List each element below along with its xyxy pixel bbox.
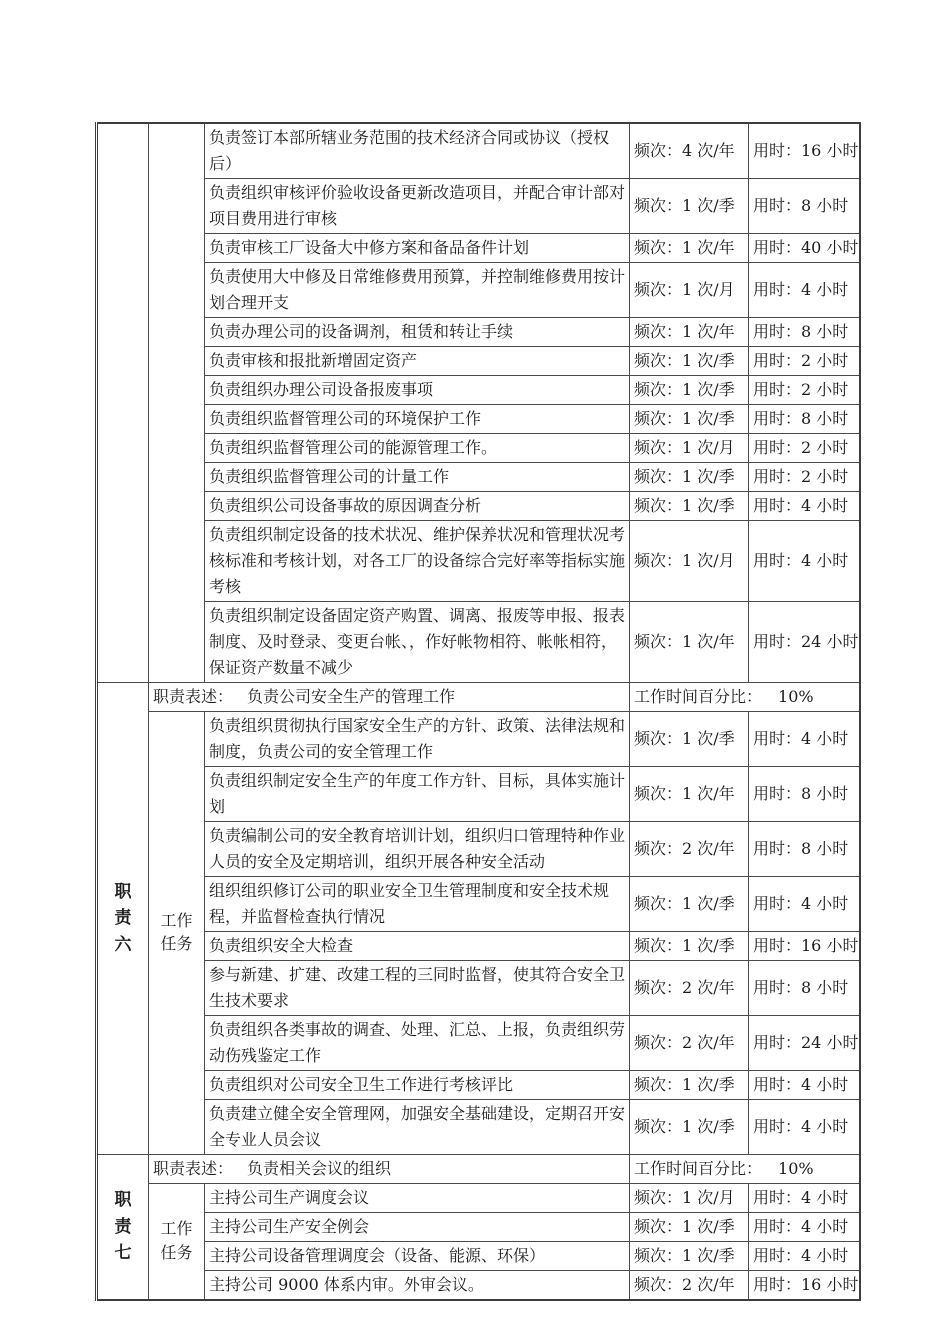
task-frequency-cell bbox=[630, 463, 749, 492]
task-frequency: 频次：1 次/季 bbox=[634, 1117, 735, 1136]
task-frequency: 频次：1 次/季 bbox=[634, 496, 735, 515]
task-row bbox=[97, 123, 860, 179]
task-row bbox=[97, 179, 860, 234]
task-desc: 负责组织制定设备的技术状况、维护保养状况和管理状况考核标准和考核计划，对各工厂的设备综合完好率等指标实施考核 bbox=[209, 525, 626, 596]
task-desc: 负责组织各类事故的调查、处理、汇总、上报，负责组织劳动伤残鉴定工作 bbox=[209, 1020, 626, 1065]
task-time-cell bbox=[749, 234, 860, 263]
task-desc: 负责组织审核评价验收设备更新改造项目，并配合审计部对项目费用进行审核 bbox=[209, 183, 626, 228]
task-time: 用时：4 小时 bbox=[753, 1246, 849, 1265]
task-row bbox=[97, 405, 860, 434]
task-frequency-cell bbox=[630, 263, 749, 318]
task-frequency: 频次：1 次/季 bbox=[634, 894, 735, 913]
task-frequency: 频次：1 次/年 bbox=[634, 238, 735, 257]
task-row bbox=[97, 822, 860, 877]
duty-label-cell bbox=[97, 1155, 149, 1301]
task-desc-cell bbox=[205, 179, 630, 234]
task-desc: 主持公司设备管理调度会（设备、能源、环保） bbox=[209, 1246, 546, 1265]
task-time-cell bbox=[749, 1100, 860, 1155]
task-time: 用时：2 小时 bbox=[753, 351, 849, 370]
task-time: 用时：4 小时 bbox=[753, 1075, 849, 1094]
task-frequency-cell bbox=[630, 1242, 749, 1271]
task-frequency: 频次：1 次/年 bbox=[634, 632, 735, 651]
task-frequency-cell bbox=[630, 877, 749, 932]
task-frequency: 频次：2 次/年 bbox=[634, 1033, 735, 1052]
task-desc-cell bbox=[205, 123, 630, 179]
task-row bbox=[97, 961, 860, 1016]
task-time-cell bbox=[749, 347, 860, 376]
task-row bbox=[97, 712, 860, 767]
task-time-cell bbox=[749, 179, 860, 234]
task-frequency: 频次：1 次/季 bbox=[634, 351, 735, 370]
task-desc-cell bbox=[205, 263, 630, 318]
task-desc-cell bbox=[205, 376, 630, 405]
task-desc: 负责办理公司的设备调剂，租赁和转让手续 bbox=[209, 322, 514, 341]
task-time: 用时：8 小时 bbox=[753, 978, 849, 997]
task-frequency: 频次：2 次/年 bbox=[634, 1275, 735, 1294]
task-desc-cell bbox=[205, 1100, 630, 1155]
task-time-cell bbox=[749, 263, 860, 318]
task-desc: 负责使用大中修及日常维修费用预算，并控制维修费用按计划合理开支 bbox=[209, 267, 626, 312]
task-desc: 负责组织监督管理公司的能源管理工作。 bbox=[209, 438, 498, 457]
statement-text: 负责相关会议的组织 bbox=[247, 1159, 392, 1178]
task-time-cell bbox=[749, 1184, 860, 1213]
task-desc-cell bbox=[205, 1213, 630, 1242]
task-time-cell bbox=[749, 318, 860, 347]
task-time-cell bbox=[749, 1213, 860, 1242]
task-time: 用时：40 小时 bbox=[753, 238, 859, 257]
percent-label: 工作时间百分比： bbox=[634, 687, 763, 706]
task-time-cell bbox=[749, 492, 860, 521]
task-desc-cell bbox=[205, 405, 630, 434]
task-row bbox=[97, 767, 860, 822]
task-time-cell bbox=[749, 376, 860, 405]
task-frequency: 频次：4 次/年 bbox=[634, 141, 735, 160]
task-time: 用时：4 小时 bbox=[753, 1117, 849, 1136]
task-row bbox=[97, 602, 860, 683]
task-row bbox=[97, 1184, 860, 1213]
task-frequency-cell bbox=[630, 405, 749, 434]
responsibility-table bbox=[95, 122, 861, 1301]
percent-label: 工作时间百分比： bbox=[634, 1159, 763, 1178]
task-time-cell bbox=[749, 1242, 860, 1271]
task-frequency-cell bbox=[630, 1271, 749, 1301]
statement-row bbox=[97, 1155, 860, 1184]
task-frequency-cell bbox=[630, 376, 749, 405]
task-frequency: 频次：1 次/月 bbox=[634, 551, 735, 570]
task-time-cell bbox=[749, 1016, 860, 1071]
task-time: 用时：8 小时 bbox=[753, 839, 849, 858]
task-frequency: 频次：1 次/年 bbox=[634, 784, 735, 803]
task-time: 用时：8 小时 bbox=[753, 784, 849, 803]
task-group-label-cell bbox=[149, 1184, 205, 1301]
task-desc-cell bbox=[205, 1071, 630, 1100]
task-desc-cell bbox=[205, 877, 630, 932]
task-frequency-cell bbox=[630, 1016, 749, 1071]
task-time-cell bbox=[749, 602, 860, 683]
statement-label: 职责表述： bbox=[153, 1159, 234, 1178]
task-desc: 负责编制公司的安全教育培训计划，组织归口管理特种作业人员的安全及定期培训，组织开展各种安全活动 bbox=[209, 826, 626, 871]
task-row bbox=[97, 932, 860, 961]
task-desc: 负责组织监督管理公司的环境保护工作 bbox=[209, 409, 482, 428]
statement-label: 职责表述： bbox=[153, 687, 234, 706]
task-desc: 负责组织贯彻执行国家安全生产的方针、政策、法律法规和制度，负责公司的安全管理工作 bbox=[209, 716, 626, 761]
task-time-cell bbox=[749, 932, 860, 961]
task-row bbox=[97, 1213, 860, 1242]
task-desc-cell bbox=[205, 932, 630, 961]
task-time: 用时：4 小时 bbox=[753, 894, 849, 913]
task-desc: 负责签订本部所辖业务范围的技术经济合同或协议（授权后） bbox=[209, 128, 610, 173]
task-row bbox=[97, 877, 860, 932]
task-frequency: 频次：1 次/季 bbox=[634, 936, 735, 955]
task-row bbox=[97, 1271, 860, 1301]
duty-label-cell bbox=[97, 123, 149, 683]
percent-value: 10% bbox=[778, 1159, 814, 1178]
task-frequency-cell bbox=[630, 521, 749, 602]
task-time: 用时：8 小时 bbox=[753, 409, 849, 428]
task-desc-cell bbox=[205, 1016, 630, 1071]
task-desc-cell bbox=[205, 521, 630, 602]
task-time-cell bbox=[749, 961, 860, 1016]
task-time: 用时：8 小时 bbox=[753, 196, 849, 215]
task-group-label: 工作任务 bbox=[160, 910, 193, 954]
task-desc-cell bbox=[205, 492, 630, 521]
task-row bbox=[97, 376, 860, 405]
statement-text: 负责公司安全生产的管理工作 bbox=[247, 687, 456, 706]
duty-label: 职责六 bbox=[114, 881, 132, 955]
task-frequency-cell bbox=[630, 1071, 749, 1100]
task-time: 用时：4 小时 bbox=[753, 551, 849, 570]
task-desc-cell bbox=[205, 1242, 630, 1271]
task-time: 用时：4 小时 bbox=[753, 1217, 849, 1236]
task-group-label-cell bbox=[149, 123, 205, 683]
task-desc-cell bbox=[205, 1271, 630, 1301]
task-desc: 负责审核工厂设备大中修方案和备品备件计划 bbox=[209, 238, 530, 257]
task-frequency-cell bbox=[630, 712, 749, 767]
task-frequency: 频次：1 次/季 bbox=[634, 380, 735, 399]
task-time: 用时：16 小时 bbox=[753, 936, 859, 955]
task-desc: 组织组织修订公司的职业安全卫生管理制度和安全技术规程，并监督检查执行情况 bbox=[209, 881, 610, 926]
task-time-cell bbox=[749, 123, 860, 179]
percent-value: 10% bbox=[778, 687, 814, 706]
task-frequency: 频次：1 次/季 bbox=[634, 1217, 735, 1236]
task-desc: 负责组织监督管理公司的计量工作 bbox=[209, 467, 450, 486]
task-frequency-cell bbox=[630, 1184, 749, 1213]
task-time: 用时：24 小时 bbox=[753, 632, 859, 651]
task-time: 用时：16 小时 bbox=[753, 1275, 859, 1294]
task-row bbox=[97, 521, 860, 602]
work-time-percent-cell bbox=[630, 683, 860, 712]
task-frequency: 频次：1 次/季 bbox=[634, 467, 735, 486]
task-time-cell bbox=[749, 712, 860, 767]
task-desc-cell bbox=[205, 318, 630, 347]
task-desc: 负责组织安全大检查 bbox=[209, 936, 354, 955]
task-time: 用时：4 小时 bbox=[753, 496, 849, 515]
task-frequency-cell bbox=[630, 492, 749, 521]
task-time-cell bbox=[749, 1271, 860, 1301]
task-desc-cell bbox=[205, 712, 630, 767]
task-time: 用时：2 小时 bbox=[753, 380, 849, 399]
task-desc-cell bbox=[205, 602, 630, 683]
task-desc-cell bbox=[205, 961, 630, 1016]
task-row bbox=[97, 234, 860, 263]
task-frequency-cell bbox=[630, 602, 749, 683]
task-frequency-cell bbox=[630, 123, 749, 179]
task-desc: 负责审核和报批新增固定资产 bbox=[209, 351, 418, 370]
task-time: 用时：8 小时 bbox=[753, 322, 849, 341]
task-time: 用时：16 小时 bbox=[753, 141, 859, 160]
task-desc-cell bbox=[205, 767, 630, 822]
task-frequency-cell bbox=[630, 318, 749, 347]
task-time-cell bbox=[749, 463, 860, 492]
task-frequency: 频次：1 次/月 bbox=[634, 1188, 735, 1207]
task-frequency: 频次：1 次/季 bbox=[634, 196, 735, 215]
task-time-cell bbox=[749, 877, 860, 932]
task-frequency-cell bbox=[630, 1213, 749, 1242]
responsibility-table-body bbox=[97, 123, 860, 1300]
task-frequency-cell bbox=[630, 932, 749, 961]
task-frequency-cell bbox=[630, 767, 749, 822]
task-desc: 负责组织公司设备事故的原因调查分析 bbox=[209, 496, 482, 515]
task-time-cell bbox=[749, 1071, 860, 1100]
task-time: 用时：24 小时 bbox=[753, 1033, 859, 1052]
duty-label-cell bbox=[97, 683, 149, 1155]
task-frequency: 频次：1 次/年 bbox=[634, 322, 735, 341]
task-time-cell bbox=[749, 434, 860, 463]
task-desc: 负责组织制定安全生产的年度工作方针、目标，具体实施计划 bbox=[209, 771, 626, 816]
task-row bbox=[97, 492, 860, 521]
task-time: 用时：4 小时 bbox=[753, 1188, 849, 1207]
task-frequency: 频次：1 次/季 bbox=[634, 1246, 735, 1265]
task-time-cell bbox=[749, 767, 860, 822]
task-frequency: 频次：1 次/季 bbox=[634, 729, 735, 748]
task-desc: 负责组织办理公司设备报废事项 bbox=[209, 380, 434, 399]
task-time: 用时：2 小时 bbox=[753, 438, 849, 457]
task-desc: 负责建立健全安全管理网，加强安全基础建设，定期召开安全专业人员会议 bbox=[209, 1104, 626, 1149]
task-row bbox=[97, 1242, 860, 1271]
task-row bbox=[97, 318, 860, 347]
task-time-cell bbox=[749, 822, 860, 877]
task-desc-cell bbox=[205, 822, 630, 877]
task-time: 用时：2 小时 bbox=[753, 467, 849, 486]
task-desc: 负责组织对公司安全卫生工作进行考核评比 bbox=[209, 1075, 514, 1094]
task-frequency-cell bbox=[630, 822, 749, 877]
task-desc-cell bbox=[205, 434, 630, 463]
work-time-percent-cell bbox=[630, 1155, 860, 1184]
duty-statement-cell bbox=[149, 1155, 630, 1184]
task-frequency: 频次：1 次/季 bbox=[634, 1075, 735, 1094]
task-row bbox=[97, 463, 860, 492]
task-row bbox=[97, 347, 860, 376]
statement-row bbox=[97, 683, 860, 712]
task-row bbox=[97, 1071, 860, 1100]
task-desc-cell bbox=[205, 234, 630, 263]
task-frequency-cell bbox=[630, 1100, 749, 1155]
task-desc-cell bbox=[205, 347, 630, 376]
duty-statement-cell bbox=[149, 683, 630, 712]
task-row bbox=[97, 263, 860, 318]
task-time: 用时：4 小时 bbox=[753, 280, 849, 299]
task-group-label: 工作任务 bbox=[160, 1219, 193, 1262]
task-frequency-cell bbox=[630, 179, 749, 234]
task-desc-cell bbox=[205, 1184, 630, 1213]
task-group-label-cell bbox=[149, 712, 205, 1155]
task-desc: 参与新建、扩建、改建工程的三同时监督，使其符合安全卫生技术要求 bbox=[209, 965, 626, 1010]
task-row bbox=[97, 434, 860, 463]
task-row bbox=[97, 1016, 860, 1071]
task-frequency-cell bbox=[630, 234, 749, 263]
task-time-cell bbox=[749, 405, 860, 434]
task-frequency: 频次：1 次/月 bbox=[634, 280, 735, 299]
duty-label: 职责七 bbox=[114, 1190, 132, 1264]
task-desc-cell bbox=[205, 463, 630, 492]
task-frequency: 频次：2 次/年 bbox=[634, 978, 735, 997]
task-time: 用时：4 小时 bbox=[753, 729, 849, 748]
task-row bbox=[97, 1100, 860, 1155]
task-desc: 主持公司生产安全例会 bbox=[209, 1217, 370, 1236]
task-desc: 负责组织制定设备固定资产购置、调离、报废等申报、报表制度、及时登录、变更台帐、，作好帐物相符、帐帐相符，保证资产数量不减少 bbox=[209, 606, 626, 677]
task-time-cell bbox=[749, 521, 860, 602]
task-frequency-cell bbox=[630, 961, 749, 1016]
task-frequency-cell bbox=[630, 347, 749, 376]
task-frequency: 频次：1 次/季 bbox=[634, 409, 735, 428]
task-frequency-cell bbox=[630, 434, 749, 463]
task-frequency: 频次：1 次/月 bbox=[634, 438, 735, 457]
task-desc: 主持公司 9000 体系内审。外审会议。 bbox=[209, 1275, 484, 1294]
task-frequency: 频次：2 次/年 bbox=[634, 839, 735, 858]
task-desc: 主持公司生产调度会议 bbox=[209, 1188, 370, 1207]
